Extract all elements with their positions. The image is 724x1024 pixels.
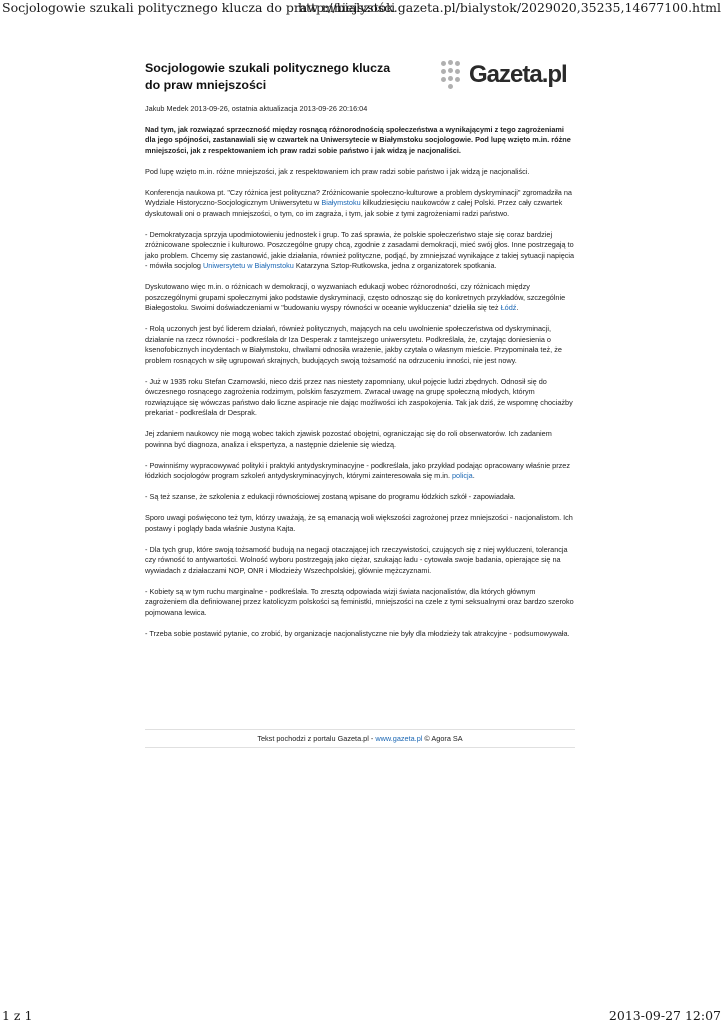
- article-paragraph: Jej zdaniem naukowcy nie mogą wobec takich zjawisk pozostać obojętni, ograniczając się do roli obserwatorów. Ich zadaniem powinna być diagnoza, analiza i ekspertyza, a następnie dzielenie się wiedzą.: [145, 429, 552, 449]
- article-paragraph: - Już w 1935 roku Stefan Czarnowski, nieco dziś przez nas niestety zapomniany, ukuł pojęcie ludzi zbędnych. Odnosił się do ówczesnego rosnącego zagrożenia rodzimym, polskim faszyzmem. Zwracał uwagę na grupę społeczną młodych, którym rozwiązujące się wówczas państwo dało liczne aspiracje nie dając możliwości ich zaspokojenia. Tak jak dziś, że wspomnę chociażby prekariat - podkreślała dr Desprak.: [145, 376, 573, 417]
- article-paragraph: Konferencja naukowa pt. "Czy różnica jest polityczna? Zróżnicowanie społeczno-kulturowe a problem dyskryminacji" zgromadziła na Wydziale Historyczno-Socjologicznym Uniwersytetu w Białymstoku kilkudziesięciu naukowców z całej Polski. Przez cały czwartek dyskutowali oni o prawach mniejszości, o tym, co im zagraża, i tym, jak sobie z tymi zagrożeniami radzi państwo.: [145, 187, 572, 218]
- article-paragraph: Sporo uwagi poświęcono też tym, którzy uważają, że są emanacją woli większości zagrożonej przez mniejszości - nacjonalistom. Ich postawy i poglądy bada właśnie Justyna Kajta.: [145, 513, 573, 533]
- article-paragraph: - Demokratyzacja sprzyja upodmiotowieniu jednostek i grup. To zaś sprawia, że polskie społeczeństwo staje się coraz bardziej zróżnicowane społecznie i kulturowo. Poszczególne grupy chcą, zgodnie z zasadami demokracji, mieć swój głos. Inne postrzegają to jako problem. Chcemy się zastanowić, jakie działania, również polityczne, podjąć, by zmniejszać wynikające z takiej sytuacji napięcia - mówiła socjolog Uniwersytetu w Białymstoku Katarzyna Sztop-Rutkowska, jedna z organizatorek spotkania.: [145, 229, 575, 270]
- article-paragraph: - Trzeba sobie postawić pytanie, co zrobić, by organizacje nacjonalistyczne nie były dla młodzieży tak atrakcyjne - podsumowywała.: [145, 628, 570, 638]
- source-note: Tekst pochodzi z portalu Gazeta.pl - www.gazeta.pl © Agora SA: [145, 729, 575, 748]
- print-header-title: Socjologowie szukali politycznego klucza do praw mniejszości: [2, 0, 396, 15]
- article-paragraph: - Rolą uczonych jest być liderem działań, również politycznych, mających na celu uwolnienie społeczeństwa od dyskryminacji, działanie na rzecz równości - podkreślała dr Iza Desperak z tamtejszego uniwersytetu. Podkreślała, że, czytając doniesienia o ksenofobicznych incydentach w Białymstoku, chwilami odnosiła wrażenie, jakby czytała o własnym mieście. Przypominała też, że problem rosnących w siłę ugrupowań skrajnych, budujących swoją tożsamość na odrzuceniu inności, nie jest nowy.: [145, 324, 562, 365]
- article-paragraph: - Dla tych grup, które swoją tożsamość budują na negacji otaczającej ich rzeczywistości, czujących się z niej wykluczeni, tolerancja czy równość to antywartości. Wolność wyboru postrzegają jako ciężar, szukając ładu - cytowała swoje badania, opierające się na wywiadach z działaczami NOP, ONR i Młodzieży Wszechpolskiej, głównie mężczyznami.: [145, 544, 568, 575]
- article-paragraph: - Powinniśmy wypracowywać polityki i praktyki antydyskryminacyjne - podkreślała, jako przykład podając opracowany właśnie przez łódzkich socjologów program szkoleń antydyskryminacyjnych, którymi zainteresowała się m.in. policja.: [145, 460, 571, 480]
- link-bialystok[interactable]: Białymstoku: [321, 198, 361, 207]
- print-footer-date: 2013-09-27 12:07: [608, 1008, 721, 1023]
- article-paragraph: Pod lupę wzięto m.in. różne mniejszości, jak z respektowaniem ich praw radzi sobie państwo i jak widzą je nacjonaliści.: [145, 166, 530, 176]
- article-paragraph: - Kobiety są w tym ruchu marginalne - podkreślała. To zresztą odpowiada wizji świata nacjonalistów, dla których głównym zagrożeniem dla definiowanej przez katolicyzm polskości są feministki, mniejszości na czele z tymi seksualnymi oraz bardzo szeroko pojmowana lewica.: [145, 586, 574, 617]
- link-policja[interactable]: policja: [452, 471, 473, 480]
- article: [145, 60, 575, 650]
- print-footer-page: 1 z 1: [2, 1008, 33, 1023]
- article-lead: Nad tym, jak rozwiązać sprzeczność między rosnącą różnorodnością społeczeństwa a wynikającymi z tego zagrożeniami dla jego spójności, zastanawiali się w czwartek na Uniwersytecie w Białymstoku socjologowie. Pod lupę wzięto m.in. różne mniejszości, jak z respektowaniem ich praw radzi sobie państwo i jak widzą je nacjonaliści.: [145, 124, 571, 155]
- link-gazeta[interactable]: www.gazeta.pl: [375, 734, 423, 743]
- article-paragraph: Dyskutowano więc m.in. o różnicach w demokracji, o wyzwaniach edukacji wobec różnorodności, czy różnicach między poszczególnymi grupami społecznymi jako podstawie dyskryminacji, często odnosząc się do konkretnych przykładów, szczególnie Białegostoku. Swoimi doświadczeniami w "budowaniu wyspy równości w oceanie wykluczenia" dzieliła się też Łódź.: [145, 282, 566, 312]
- link-uniwersytet-bialystok[interactable]: Uniwersytetu w Białymstoku: [203, 261, 294, 270]
- article-title: Socjologowie szukali politycznego klucza do praw mniejszości: [145, 61, 391, 92]
- article-byline: Jakub Medek 2013-09-26, ostatnia aktualizacja 2013-09-26 20:16:04: [145, 104, 368, 113]
- print-header-url: http://bialystok.gazeta.pl/bialystok/2029020,35235,14677100.html: [297, 0, 721, 15]
- logo-wordmark: Gazeta.pl: [469, 61, 567, 88]
- link-lodz[interactable]: Łódź: [500, 303, 517, 312]
- article-paragraph: - Są też szanse, że szkolenia z edukacji równościowej zostaną wpisane do programu łódzkich szkół - zapowiadała.: [145, 492, 516, 501]
